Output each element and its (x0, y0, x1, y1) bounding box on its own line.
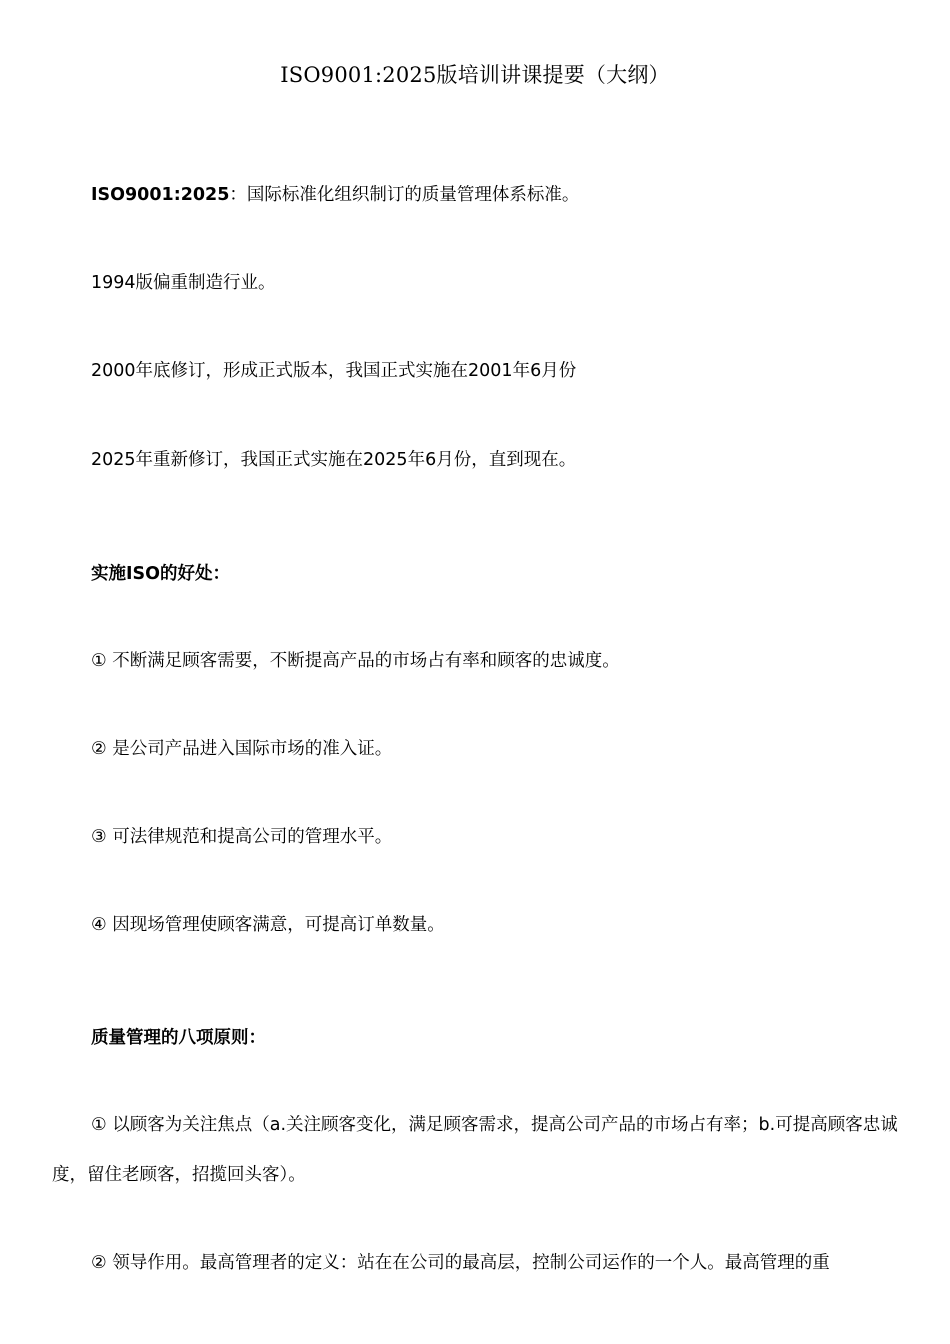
principle-item-1: ① 以顾客为关注焦点（a.关注顾客变化，满足顾客需求，提高公司产品的市场占有率；b.可提高顾客忠诚度，留住老顾客，招揽回头客）。 (52, 1115, 898, 1185)
benefit-item-3: ③ 可法律规范和提高公司的管理水平。 (91, 827, 393, 847)
benefit-item-4: ④ 因现场管理使顾客满意，可提高订单数量。 (91, 915, 445, 935)
intro-line (91, 181, 579, 209)
benefit-item-1: ① 不断满足顾客需要，不断提高产品的市场占有率和顾客的忠诚度。 (91, 651, 620, 671)
benefits-heading: 实施ISO的好处： (91, 564, 230, 584)
benefit-item-2: ② 是公司产品进入国际市场的准入证。 (91, 739, 393, 759)
principle-item-2: ② 领导作用。最高管理者的定义：站在在公司的最高层，控制公司运作的一个人。最高管理的重 (91, 1253, 830, 1273)
history-line-1994: 1994版偏重制造行业。 (91, 273, 276, 293)
principles-heading: 质量管理的八项原则： (91, 1028, 266, 1048)
document-title: ISO9001:2025版培训讲课提要（大纲） (280, 63, 670, 87)
history-line-2025: 2025年重新修订，我国正式实施在2025年6月份，直到现在。 (91, 450, 577, 470)
intro-term: ISO9001:2025 (91, 185, 230, 205)
intro-definition: ：国际标准化组织制订的质量管理体系标准。 (229, 185, 580, 205)
history-line-2000: 2000年底修订，形成正式版本，我国正式实施在2001年6月份 (91, 361, 577, 381)
